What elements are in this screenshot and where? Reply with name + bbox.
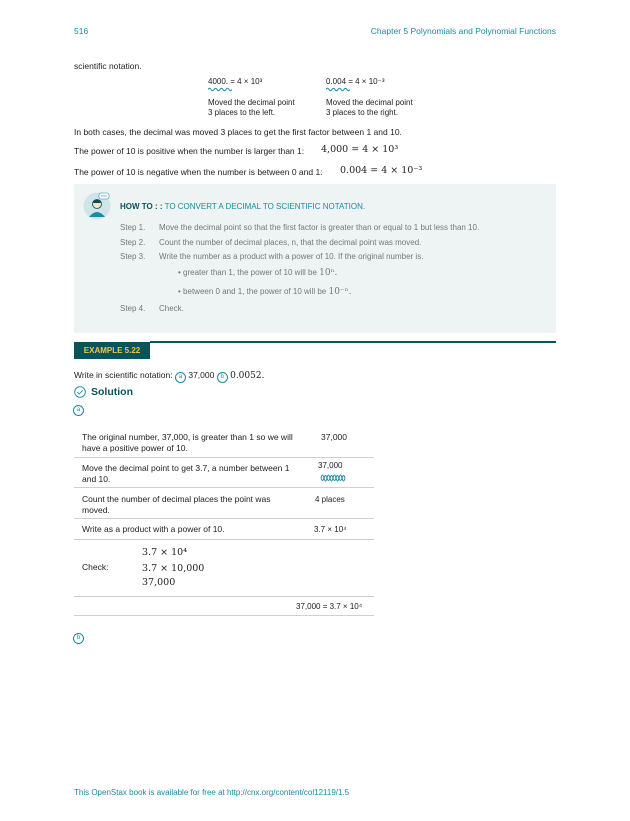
bullet-dot: • <box>178 268 181 277</box>
part-b-marker: b <box>217 372 228 383</box>
howto-heading <box>120 202 365 211</box>
left-example-note-1: Moved the decimal point <box>208 98 295 107</box>
row-1-value: 37,000 <box>321 432 347 442</box>
left-example-squiggle <box>208 87 232 92</box>
row-divider <box>74 457 374 458</box>
example-label: EXAMPLE 5.22 <box>74 342 150 359</box>
intro-lead: scientific notation. <box>74 61 142 71</box>
row-4-text: Write as a product with a power of 10. <box>82 524 225 534</box>
part-a-value: 37,000 <box>188 370 215 380</box>
example-prompt: Write in scientific notation: <box>74 370 173 380</box>
step-4-text: Check. <box>159 304 184 313</box>
bullet-2-math: 10⁻ⁿ. <box>328 287 352 297</box>
step-2-text: Count the number of decimal places, n, that the decimal point was moved. <box>159 238 422 247</box>
step-3-label: Step 3. <box>120 252 146 261</box>
positive-power-math: 4,000 = 4 × 10³ <box>321 144 399 155</box>
part-a-marker: a <box>175 372 186 383</box>
negative-power-text: The power of 10 is negative when the number is between 0 and 1: <box>74 167 323 177</box>
person-icon <box>83 192 111 220</box>
left-example-equation: 4000. = 4 × 10³ <box>208 77 263 86</box>
row-divider <box>74 615 374 616</box>
row-3-text: Count the number of decimal places the point was moved. <box>82 494 271 515</box>
howto-title: TO CONVERT A DECIMAL TO SCIENTIFIC NOTATION. <box>164 202 366 211</box>
right-example-equation: 0.004 = 4 × 10⁻³ <box>326 77 385 86</box>
bullet-2 <box>178 287 351 297</box>
row-divider <box>74 596 374 597</box>
positive-power-text: The power of 10 is positive when the number is larger than 1: <box>74 146 305 156</box>
check-label: Check: <box>82 562 109 572</box>
step-2-label: Step 2. <box>120 238 146 247</box>
page-number: 516 <box>74 26 89 36</box>
right-example-squiggle <box>326 87 350 92</box>
row-2-value: 37,000 <box>318 461 343 470</box>
left-example-note-2: 3 places to the left. <box>208 108 276 117</box>
solution-heading: Solution <box>91 386 133 398</box>
check-line-2: 3.7 × 10,000 <box>142 563 205 574</box>
bullet-2-text: between 0 and 1, the power of 10 will be <box>183 287 327 296</box>
negative-power-math: 0.004 = 4 × 10⁻³ <box>340 165 423 176</box>
final-answer: 37,000 = 3.7 × 10⁴ <box>296 602 363 611</box>
bullet-1-text: greater than 1, the power of 10 will be <box>183 268 317 277</box>
row-1-text: The original number, 37,000, is greater than 1 so we will have a positive power of 10. <box>82 432 293 453</box>
check-circle-icon <box>74 386 86 398</box>
right-example-note-1: Moved the decimal point <box>326 98 413 107</box>
howto-label: HOW TO : : <box>120 202 163 211</box>
decimal-move-squiggle <box>320 472 346 483</box>
row-divider <box>74 487 374 488</box>
check-line-1: 3.7 × 10⁴ <box>142 547 188 558</box>
example-prompt-line <box>74 370 264 383</box>
bullet-1-math: 10ⁿ. <box>319 268 338 278</box>
step-1-text: Move the decimal point so that the first factor is greater than or equal to 1 but less than 10. <box>159 223 480 232</box>
step-1-label: Step 1. <box>120 223 146 232</box>
chapter-title: Chapter 5 Polynomials and Polynomial Functions <box>370 26 556 36</box>
right-example-note-2: 3 places to the right. <box>326 108 399 117</box>
both-cases-text: In both cases, the decimal was moved 3 places to get the first factor between 1 and 10. <box>74 127 402 137</box>
row-3-value: 4 places <box>315 495 345 504</box>
row-divider <box>74 518 374 519</box>
check-line-3: 37,000 <box>142 577 176 588</box>
footer-text: This OpenStax book is available for free at http://cnx.org/content/col12119/1.5 <box>74 788 350 797</box>
row-4-value: 3.7 × 10⁴ <box>314 525 347 534</box>
bullet-dot: • <box>178 287 181 296</box>
solution-part-a-marker: a <box>73 405 84 416</box>
solution-part-b-marker: b <box>73 633 84 644</box>
step-4-label: Step 4. <box>120 304 146 313</box>
part-b-value: 0.0052. <box>230 371 265 381</box>
example-rule <box>150 341 556 343</box>
row-2-text: Move the decimal point to get 3.7, a number between 1 and 10. <box>82 463 290 484</box>
row-divider <box>74 539 374 540</box>
step-3-text: Write the number as a product with a power of 10. If the original number is. <box>159 252 424 261</box>
bullet-1 <box>178 268 337 278</box>
